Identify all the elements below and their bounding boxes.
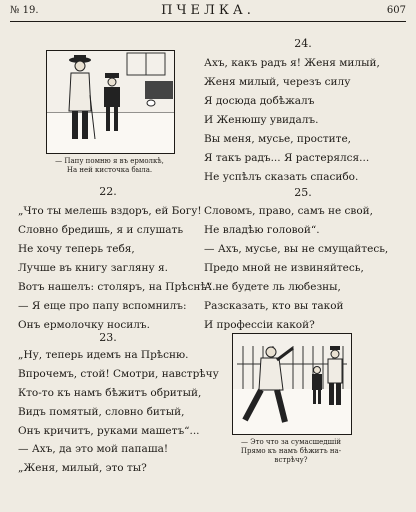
stanza-24-line: Вы меня, мусье, простите, <box>204 133 352 145</box>
stanza-23-line: Кто-то къ намъ бѣжитъ обритый, <box>18 387 202 399</box>
stanza-25-line: Разсказать, кто вы такой <box>204 300 344 312</box>
issue-number: № 19. <box>10 5 39 16</box>
stanza-22-line: Лучше въ книгу загляну я. <box>18 262 168 274</box>
stanza-24-line: Не успѣлъ сказать спасибо. <box>204 171 359 183</box>
stanza-25-line: Словомъ, право, самъ не свой, <box>204 205 373 217</box>
right-illustration-caption: — Это что за сумасшедшiй Прямо къ намъ бѣжитъ на- встрѣчу? <box>240 438 342 464</box>
stanza-24-number: 24. <box>294 37 312 50</box>
stanza-25-line: И профессiи какой? <box>204 319 315 331</box>
stanza-23-line: Онъ кричитъ, руками машетъ“... <box>18 425 200 437</box>
journal-title: ПЧЕЛКА. <box>161 3 255 18</box>
stanza-23-line: Видъ помятый, словно битый, <box>18 406 185 418</box>
page-header <box>10 3 406 21</box>
stanza-25-line: — Ахъ, мусье, вы не смущайтесь, <box>204 243 389 255</box>
illustration-boy-and-man <box>46 50 175 154</box>
stanza-24-line: Я досюда добѣжалъ <box>204 95 315 107</box>
illustration-running-man <box>232 333 352 435</box>
stanza-24-line: Я такъ радъ... Я растерялся... <box>204 152 370 164</box>
stanza-23-line: „Женя, милый, это ты? <box>18 462 147 474</box>
left-illustration-caption: — Папу помню я въ ермолкѣ, На ней кисточка была. <box>55 157 164 174</box>
stanza-22-line: Словно бредишь, я и слушать <box>18 224 184 236</box>
stanza-25-line: А не будете ль любезны, <box>204 281 341 293</box>
stanza-22-number: 22. <box>99 185 117 198</box>
stanza-23-line: „Ну, теперь идемъ на Прѣсню. <box>18 349 189 361</box>
stanza-23-number: 23. <box>99 331 117 344</box>
stanza-24-line: И Женюшу увидалъ. <box>204 114 319 126</box>
stanza-25-line: Предо мной не извиняйтесь, <box>204 262 364 274</box>
stanza-24-line: Женя милый, черезъ силу <box>204 76 351 88</box>
stanza-22-line: „Что ты мелешь вздоръ, ей Богу! <box>18 205 202 217</box>
stanza-22-line: Вотъ нашелъ: столяръ, на Прѣснѣ“. <box>18 281 216 293</box>
stanza-24-line: Ахъ, какъ радъ я! Женя милый, <box>204 57 380 69</box>
stanza-25-number: 25. <box>294 186 312 199</box>
stanza-23-line: Впрочемъ, стой! Смотри, навстрѣчу <box>18 368 219 380</box>
stanza-25-line: Не владѣю головой“. <box>204 224 320 236</box>
stanza-22-line: Онъ ермолочку носилъ. <box>18 319 150 331</box>
page-number: 607 <box>386 5 406 16</box>
stanza-22-line: Не хочу теперь тебя, <box>18 243 135 255</box>
stanza-23-line: — Ахъ, да это мой папаша! <box>18 443 169 455</box>
stanza-22-line: — Я еще про папу вспомнилъ: <box>18 300 187 312</box>
header-rule <box>10 21 406 22</box>
